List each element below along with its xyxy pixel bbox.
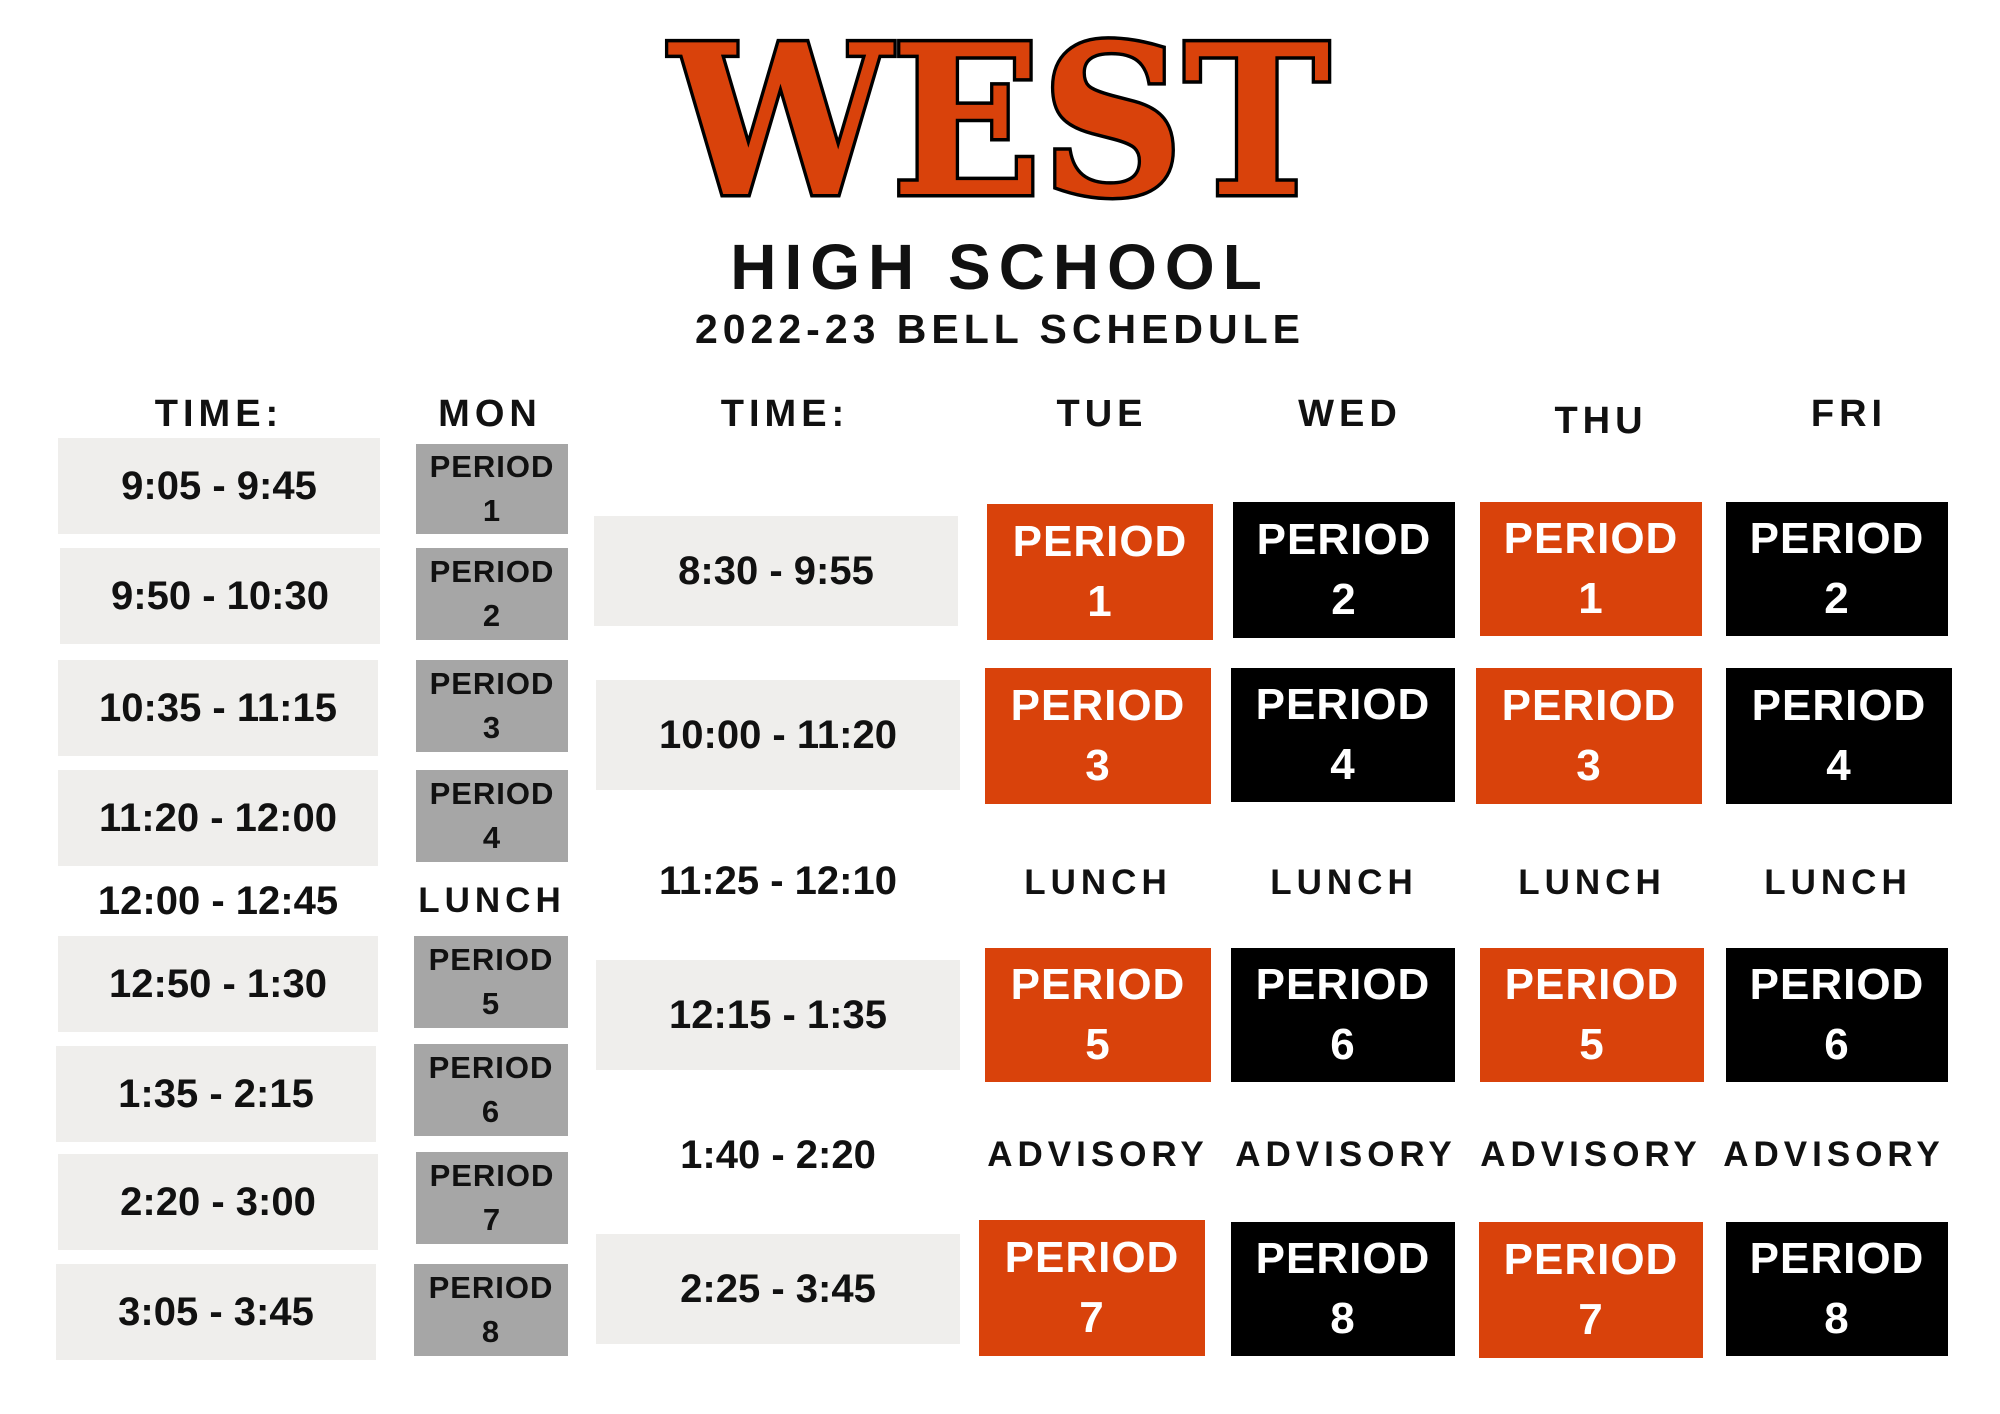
period-label: PERIOD xyxy=(1256,515,1432,564)
tue-period-3 xyxy=(985,668,1211,804)
period-label: PERIOD xyxy=(1004,1233,1180,1282)
tue-period-5 xyxy=(985,948,1211,1082)
period-number: 8 xyxy=(1330,1294,1356,1343)
tue-advisory: ADVISORY xyxy=(987,1135,1209,1174)
period-number: 7 xyxy=(1079,1293,1105,1342)
block-time-lunch: 11:25 - 12:10 xyxy=(659,858,897,903)
mon-time-8: 3:05 - 3:45 xyxy=(56,1264,376,1360)
period-number: 3 xyxy=(1576,741,1602,790)
period-number: 4 xyxy=(1330,740,1356,789)
period-label: PERIOD xyxy=(1255,680,1431,729)
period-number: 3 xyxy=(482,710,502,745)
fri-lunch: LUNCH xyxy=(1764,863,1912,902)
tue-lunch: LUNCH xyxy=(1024,863,1172,902)
mon-time-5: 12:50 - 1:30 xyxy=(58,936,378,1032)
period-number: 1 xyxy=(1578,574,1604,623)
school-title: HIGH SCHOOL xyxy=(730,231,1270,303)
schedule-title: 2022-23 BELL SCHEDULE xyxy=(694,306,1306,352)
block-time-4: 12:15 - 1:35 xyxy=(596,960,960,1070)
wed-period-4 xyxy=(1231,668,1455,802)
period-number: 5 xyxy=(1085,1020,1111,1069)
period-label: PERIOD xyxy=(1010,960,1186,1009)
period-label: PERIOD xyxy=(1749,514,1925,563)
thu-period-7 xyxy=(1479,1222,1703,1358)
logo-text: WEST xyxy=(668,22,1330,212)
block-time-2: 10:00 - 11:20 xyxy=(596,680,960,790)
thu-period-5 xyxy=(1480,948,1704,1082)
period-label: PERIOD xyxy=(429,554,555,589)
mon-time-7: 2:20 - 3:00 xyxy=(58,1154,378,1250)
period-number: 6 xyxy=(1824,1020,1850,1069)
block-time-header: TIME: xyxy=(720,393,850,435)
mon-time-4: 11:20 - 12:00 xyxy=(58,770,378,866)
day-header-thu: THU xyxy=(1554,400,1648,442)
block-time-1: 8:30 - 9:55 xyxy=(594,516,958,626)
period-number: 4 xyxy=(482,820,502,855)
period-number: 1 xyxy=(482,493,502,528)
period-number: 2 xyxy=(482,598,502,633)
period-number: 5 xyxy=(481,986,501,1021)
mon-period-3 xyxy=(416,660,568,752)
period-label: PERIOD xyxy=(429,666,555,701)
fri-period-4 xyxy=(1726,668,1952,804)
monday-day-header: MON xyxy=(438,393,542,435)
period-label: PERIOD xyxy=(1503,1235,1679,1284)
mon-period-5 xyxy=(414,936,568,1028)
mon-period-2 xyxy=(416,548,568,640)
block-time-6: 2:25 - 3:45 xyxy=(596,1234,960,1344)
wed-period-6 xyxy=(1231,948,1455,1082)
mon-time-3: 10:35 - 11:15 xyxy=(58,660,378,756)
mon-lunch: LUNCH xyxy=(418,881,566,920)
period-label: PERIOD xyxy=(1749,1234,1925,1283)
mon-period-8 xyxy=(414,1264,568,1356)
fri-period-2 xyxy=(1726,502,1948,636)
fri-period-8 xyxy=(1726,1222,1948,1356)
mon-period-4 xyxy=(416,770,568,862)
wed-period-8 xyxy=(1231,1222,1455,1356)
west-wordmark xyxy=(650,22,1350,212)
period-label: PERIOD xyxy=(1010,681,1186,730)
tue-period-7 xyxy=(979,1220,1205,1356)
period-label: PERIOD xyxy=(1012,517,1188,566)
period-label: PERIOD xyxy=(1501,681,1677,730)
period-label: PERIOD xyxy=(1255,960,1431,1009)
period-number: 7 xyxy=(1578,1295,1604,1344)
fri-period-6 xyxy=(1726,948,1948,1082)
fri-advisory: ADVISORY xyxy=(1723,1135,1945,1174)
period-label: PERIOD xyxy=(1503,514,1679,563)
period-label: PERIOD xyxy=(1255,1234,1431,1283)
period-number: 2 xyxy=(1824,574,1850,623)
wed-period-2 xyxy=(1233,502,1455,638)
period-number: 4 xyxy=(1826,741,1852,790)
period-label: PERIOD xyxy=(429,776,555,811)
day-header-fri: FRI xyxy=(1810,393,1888,435)
mon-time-2: 9:50 - 10:30 xyxy=(60,548,380,644)
thu-period-3 xyxy=(1476,668,1702,804)
period-label: PERIOD xyxy=(1751,681,1927,730)
mon-time-6: 1:35 - 2:15 xyxy=(56,1046,376,1142)
period-label: PERIOD xyxy=(1749,960,1925,1009)
wed-advisory: ADVISORY xyxy=(1235,1135,1457,1174)
mon-time-1: 9:05 - 9:45 xyxy=(58,438,380,534)
period-number: 7 xyxy=(482,1202,502,1237)
period-number: 5 xyxy=(1579,1020,1605,1069)
period-number: 6 xyxy=(1330,1020,1356,1069)
period-label: PERIOD xyxy=(429,449,555,484)
school-logo xyxy=(0,22,2000,212)
period-label: PERIOD xyxy=(1504,960,1680,1009)
period-label: PERIOD xyxy=(429,1158,555,1193)
block-time-advisory: 1:40 - 2:20 xyxy=(680,1132,876,1177)
period-label: PERIOD xyxy=(428,942,554,977)
mon-period-6 xyxy=(414,1044,568,1136)
period-number: 6 xyxy=(481,1094,501,1129)
thu-advisory: ADVISORY xyxy=(1480,1135,1702,1174)
period-label: PERIOD xyxy=(428,1050,554,1085)
mon-period-7 xyxy=(416,1152,568,1244)
mon-time-lunch: 12:00 - 12:45 xyxy=(97,878,339,923)
period-number: 3 xyxy=(1085,741,1111,790)
mon-period-1 xyxy=(416,444,568,534)
period-label: PERIOD xyxy=(428,1270,554,1305)
period-number: 1 xyxy=(1087,577,1113,626)
wed-lunch: LUNCH xyxy=(1270,863,1418,902)
day-header-tue: TUE xyxy=(1056,393,1148,435)
period-number: 2 xyxy=(1331,575,1357,624)
period-number: 8 xyxy=(1824,1294,1850,1343)
tue-period-1 xyxy=(987,504,1213,640)
thu-lunch: LUNCH xyxy=(1518,863,1666,902)
thu-period-1 xyxy=(1480,502,1702,636)
monday-time-header: TIME: xyxy=(154,393,284,435)
period-number: 8 xyxy=(481,1314,501,1349)
day-header-wed: WED xyxy=(1298,393,1402,435)
